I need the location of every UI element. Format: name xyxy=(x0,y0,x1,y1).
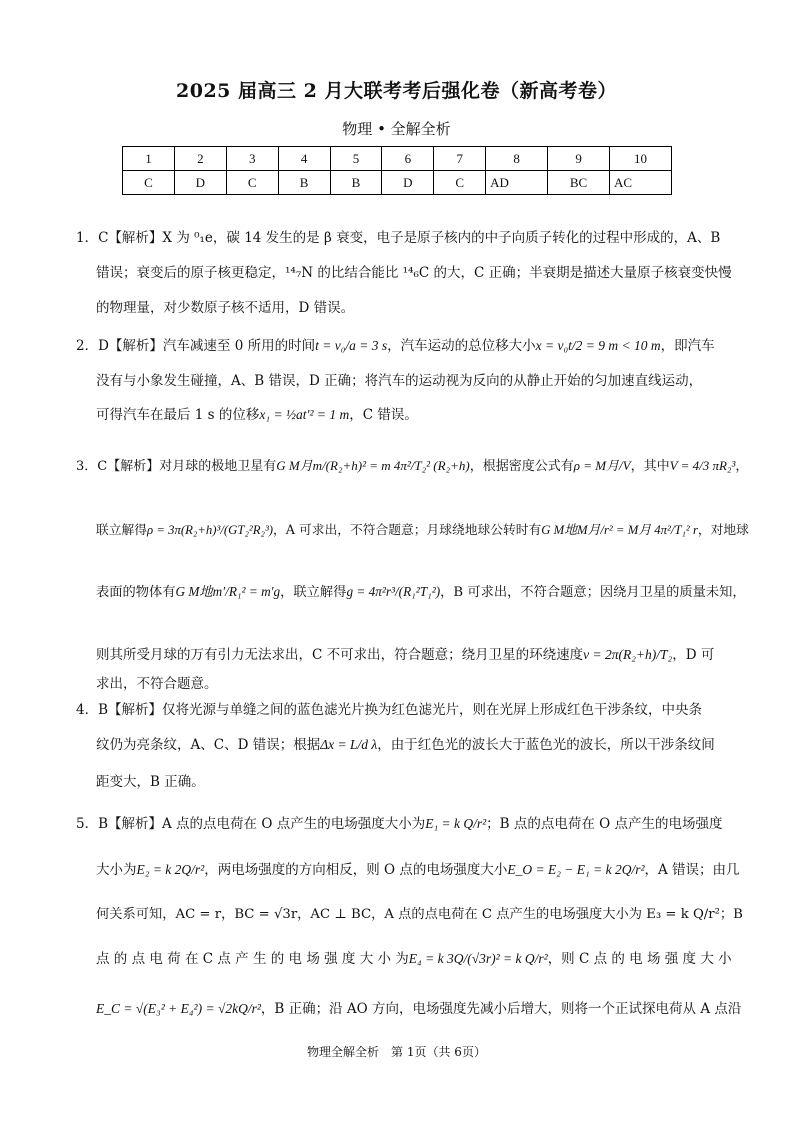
text: ，B 可求出，不符合题意；因绕月卫星的质量未知， xyxy=(440,585,746,600)
formula: g = 4π²r³/(R₁²T₁²) xyxy=(346,584,441,599)
answer-cell: B xyxy=(330,171,382,195)
text: ，C 错误。 xyxy=(349,407,418,423)
text: ，B 正确；沿 AO 方向，电场强度先减小后增大，则将一个正试探电荷从 A 点沿 xyxy=(260,1001,742,1017)
text: ，即汽车 xyxy=(660,338,715,354)
solution-5-line-2 xyxy=(96,858,740,878)
text: ，汽车运动的总位移大小 xyxy=(387,338,536,354)
answer-table xyxy=(122,146,672,195)
text: 可得汽车在最后 1 s 的位移 xyxy=(96,407,260,423)
text: 点 的 点 电 荷 在 C 点 产 生 的 电 场 强 度 大 小 为 xyxy=(96,951,409,967)
solution-1-line-1: 1．C【解析】X 为 ⁰₁e，碳 14 发生的是 β 衰变，电子是原子核内的中子向质子转化的过程中形成的，A、B xyxy=(76,230,721,246)
formula: E_C = √(E₃² + E₄²) = √2kQ/r² xyxy=(96,1001,261,1016)
text: ，A 可求出，不符合题意；月球绕地球公转时有 xyxy=(273,523,542,538)
text: ；B 点的点电荷在 O 点产生的电场强度 xyxy=(486,816,723,832)
formula: Δx = L/d λ xyxy=(320,737,378,752)
solution-1-line-2: 错误；衰变后的原子核更稳定，¹⁴₇N 的比结合能比 ¹⁴₆C 的大，C 正确；半衰期是描述大量原子核衰变快慢 xyxy=(96,265,732,281)
formula: x₁ = ½at′² = 1 m xyxy=(259,407,350,422)
solution-5-line-3: 何关系可知，AC = r，BC = √3r，AC ⊥ BC，A 点的点电荷在 C 点产生的电场强度大小为 E₃ = k Q/r²；B xyxy=(96,907,743,922)
formula: G M地M月/r² = M月 4π²/T₁² r xyxy=(541,523,698,537)
question-number: 9 xyxy=(548,147,610,171)
text: 联立解得 xyxy=(96,523,147,538)
solution-3-line-1 xyxy=(76,455,748,474)
formula: x = v₀t/2 = 9 m < 10 m xyxy=(535,338,661,353)
page-subtitle: 物理 • 全解全析 xyxy=(342,120,451,138)
question-number: 2 xyxy=(174,147,226,171)
answer-table-header-row xyxy=(123,147,672,171)
solution-3-line-2 xyxy=(96,519,749,538)
text: ，联立解得 xyxy=(280,585,347,600)
text: 大小为 xyxy=(96,862,137,878)
question-number: 3 xyxy=(226,147,278,171)
text: ，两电场强度的方向相反，则 O 点的电场强度大小 xyxy=(204,862,508,878)
solution-3-line-4 xyxy=(96,643,714,663)
formula: E₄ = k 3Q/(√3r)² = k Q/r² xyxy=(408,951,548,966)
answer-cell: C xyxy=(226,171,278,195)
formula: t = v₀/a = 3 s xyxy=(315,338,388,353)
text: ，A 错误；由几 xyxy=(644,862,740,878)
solution-4-line-1: 4．B【解析】仅将光源与单缝之间的蓝色滤光片换为红色滤光片，则在光屏上形成红色干涉条纹，中央条 xyxy=(76,702,703,718)
solution-2-line-2: 没有与小象发生碰撞，A、B 错误，D 正确；将汽车的运动视为反向的从静止开始的匀加速直线运动， xyxy=(96,373,703,389)
formula: G M地m′/R₁² = m′g xyxy=(175,584,281,599)
text: ，其中 xyxy=(630,459,670,474)
solution-3-line-5: 求出，不符合题意。 xyxy=(96,676,218,692)
text: 纹仍为亮条纹，A、C、D 错误；根据 xyxy=(96,737,321,753)
page-footer: 物理全解全析 第 1页（共 6页） xyxy=(307,1045,486,1059)
question-number: 8 xyxy=(486,147,548,171)
text: ，则 C 点 的 电 场 强 度 大 小 xyxy=(547,951,732,967)
solution-5-line-5 xyxy=(96,997,741,1017)
page-title: 2025 届高三 2 月大联考考后强化卷（新高考卷） xyxy=(176,80,617,102)
answer-cell: C xyxy=(434,171,486,195)
text: ，对地球 xyxy=(697,523,749,538)
formula: v = 2π(R₂+h)/T₂ xyxy=(583,647,673,662)
formula: E₂ = k 2Q/r² xyxy=(136,862,205,877)
answer-cell: BC xyxy=(548,171,610,195)
answer-cell: D xyxy=(174,171,226,195)
text: 则其所受月球的万有引力无法求出，C 不可求出，符合题意；绕月卫星的环绕速度 xyxy=(96,647,584,663)
solution-4-line-2 xyxy=(96,733,715,753)
answer-cell: C xyxy=(123,171,175,195)
solution-2-line-3 xyxy=(96,403,418,423)
question-number: 5 xyxy=(330,147,382,171)
text: ，根据密度公式有 xyxy=(469,459,574,474)
text: 表面的物体有 xyxy=(96,585,176,600)
answer-cell: B xyxy=(278,171,330,195)
answer-cell: AC xyxy=(609,171,671,195)
question-number: 6 xyxy=(382,147,434,171)
text: 3．C【解析】对月球的极地卫星有 xyxy=(76,459,277,474)
answer-cell: AD xyxy=(486,171,548,195)
formula: E_O = E₂ − E₁ = k 2Q/r² xyxy=(507,862,645,877)
text: ，D 可 xyxy=(672,647,715,663)
solution-4-line-3: 距变大，B 正确。 xyxy=(96,774,205,790)
text: 5．B【解析】A 点的点电荷在 O 点产生的电场强度大小为 xyxy=(76,816,426,832)
question-number: 7 xyxy=(434,147,486,171)
formula: V = 4/3 πR₂³ xyxy=(669,458,736,473)
solution-3-line-3 xyxy=(96,581,746,600)
text: ， xyxy=(735,459,749,474)
answer-cell: D xyxy=(382,171,434,195)
formula: E₁ = k Q/r² xyxy=(425,816,487,831)
text: 2．D【解析】汽车减速至 0 所用的时间 xyxy=(76,338,316,354)
question-number: 4 xyxy=(278,147,330,171)
question-number: 10 xyxy=(609,147,671,171)
formula: ρ = 3π(R₂+h)³/(GT₂²R₂³) xyxy=(147,523,274,537)
solution-2-line-1 xyxy=(76,334,715,354)
answer-table-answer-row xyxy=(123,171,672,195)
question-number: 1 xyxy=(123,147,175,171)
formula: ρ = M月/V xyxy=(573,458,631,473)
solution-5-line-4 xyxy=(96,947,732,967)
text: ，由于红色光的波长大于蓝色光的波长，所以干涉条纹间 xyxy=(377,737,715,753)
formula: G M月m/(R₂+h)² = m 4π²/T₂² (R₂+h) xyxy=(276,458,470,473)
solution-1-line-3: 的物理量，对少数原子核不适用，D 错误。 xyxy=(96,300,355,316)
solution-5-line-1 xyxy=(76,812,723,832)
